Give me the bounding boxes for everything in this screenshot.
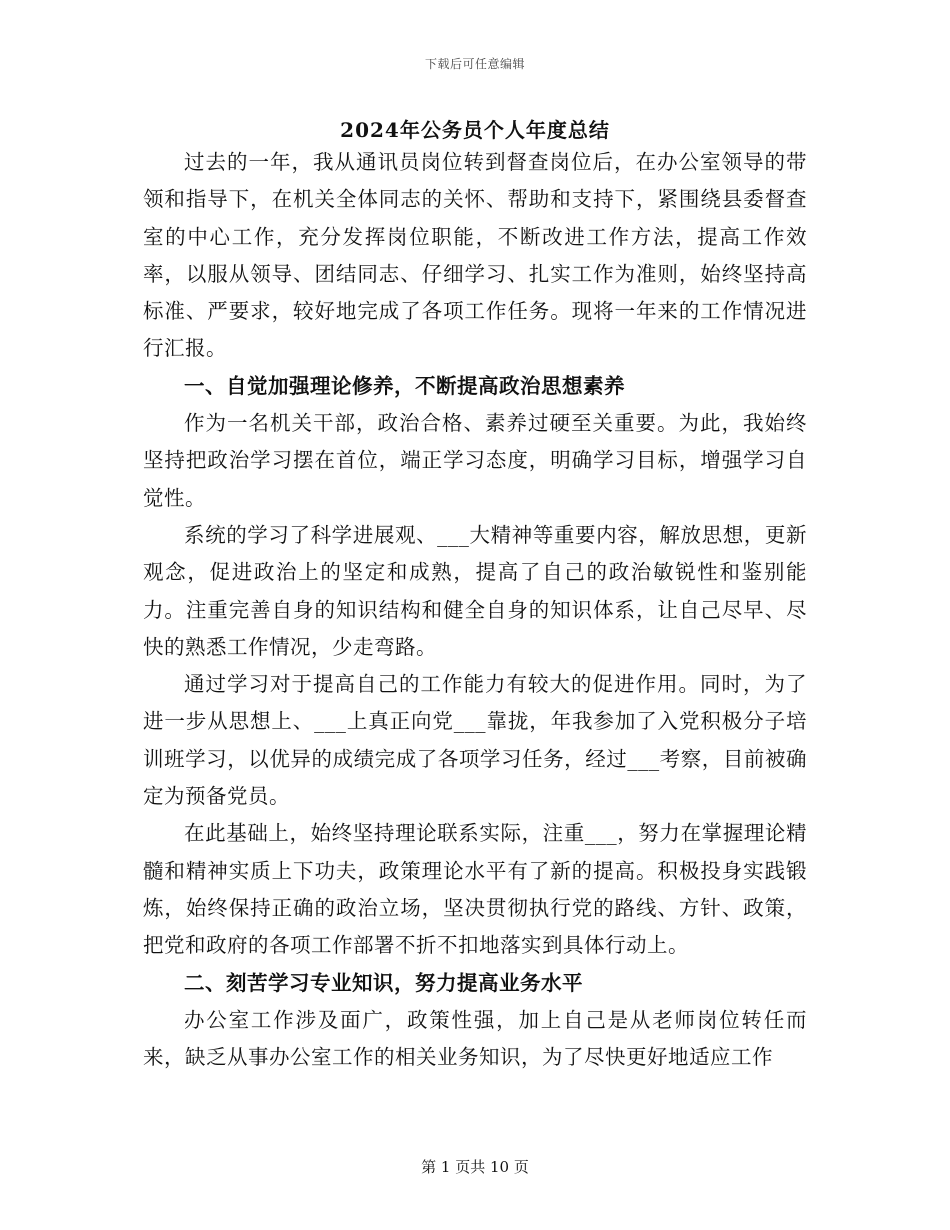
paragraph-intro: 过去的一年，我从通讯员岗位转到督查岗位后，在办公室领导的带领和指导下，在机关全体同志的关怀、帮助和支持下，紧围绕县委督查室的中心工作，充分发挥岗位职能，不断改进工作方法，提高工作效率，以服从领导、团结同志、仔细学习、扎实工作为准则，始终坚持高标准、严要求，较好地完成了各项工作任务。现将一年来的工作情况进行汇报。 (143, 150, 807, 361)
header-note: 下载后可任意编辑 (424, 57, 525, 71)
paragraph: 通过学习对于提高自己的工作能力有较大的促进作用。同时，为了进一步从思想上、___上真正向党___靠拢，年我参加了入党积极分子培训班学习，以优异的成绩完成了各项学习任务，经过___考察，目前被确定为预备党员。 (143, 672, 807, 809)
paragraph: 系统的学习了科学进展观、___大精神等重要内容，解放思想，更新观念，促进政治上的坚定和成熟，提高了自己的政治敏锐性和鉴别能力。注重完善自身的知识结构和健全自身的知识体系，让自己尽早、尽快的熟悉工作情况，少走弯路。 (143, 522, 807, 659)
paragraph: 作为一名机关干部，政治合格、素养过硬至关重要。为此，我始终坚持把政治学习摆在首位，端正学习态度，明确学习目标，增强学习自觉性。 (143, 411, 807, 510)
document-title: 2024年公务员个人年度总结 (340, 118, 610, 142)
paragraph: 在此基础上，始终坚持理论联系实际，注重___，努力在掌握理论精髓和精神实质上下功夫，政策理论水平有了新的提高。积极投身实践锻炼，始终保持正确的政治立场，坚决贯彻执行党的路线、方针、政策，把党和政府的各项工作部署不折不扣地落实到具体行动上。 (143, 821, 807, 958)
section-heading-2: 二、刻苦学习专业知识，努力提高业务水平 (184, 970, 583, 995)
paragraph: 办公室工作涉及面广，政策性强，加上自己是从老师岗位转任而来，缺乏从事办公室工作的相关业务知识，为了尽快更好地适应工作 (143, 1007, 807, 1070)
section-heading-1: 一、自觉加强理论修养，不断提高政治思想素养 (184, 373, 625, 398)
page-footer: 第 1 页共 10 页 (421, 1158, 529, 1176)
document-body (143, 144, 807, 1076)
